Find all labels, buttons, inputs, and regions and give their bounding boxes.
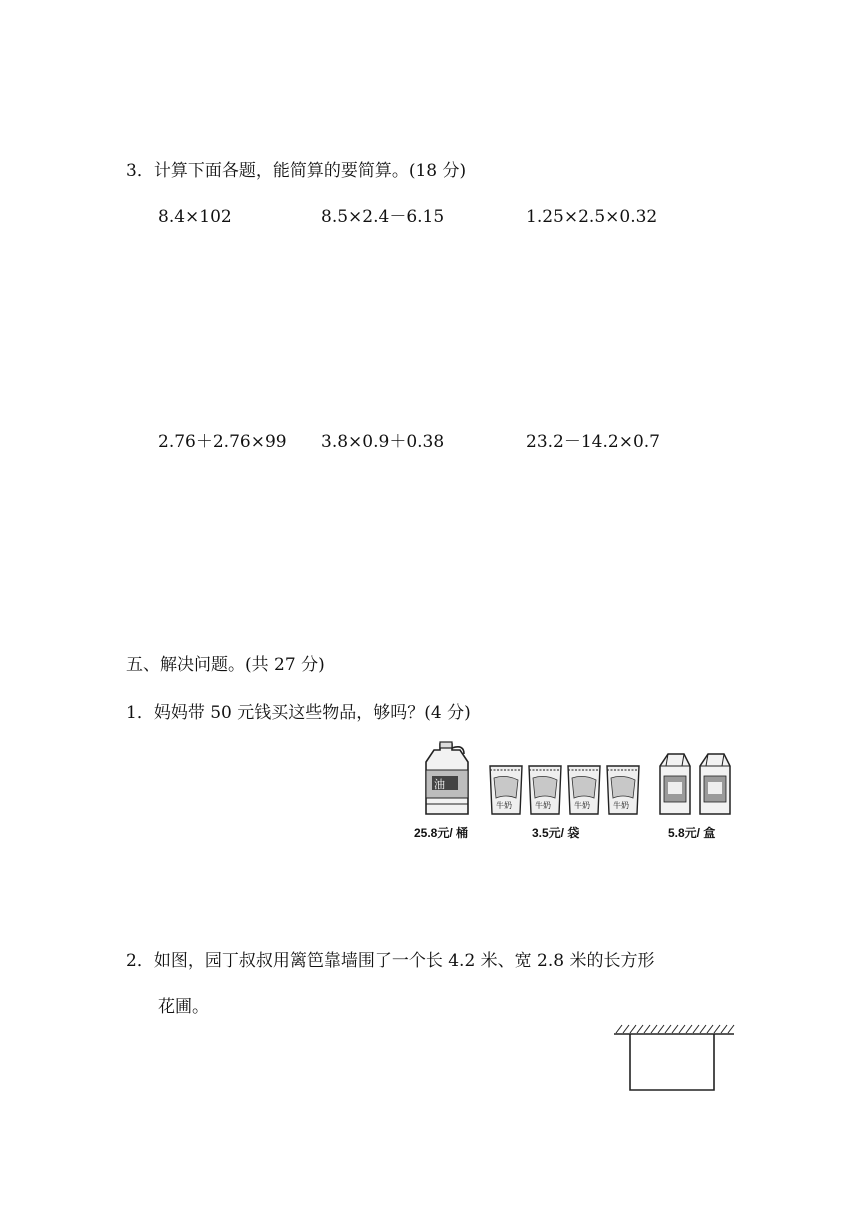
milk-bag-label: 牛奶 bbox=[613, 801, 629, 810]
milk-bag-label: 牛奶 bbox=[535, 801, 551, 810]
expression-2: 8.5×2.4－6.15 bbox=[321, 207, 445, 227]
milk-carton-icon bbox=[696, 750, 734, 816]
oil-jug-icon bbox=[416, 740, 476, 816]
problem-1-text: 1．妈妈带 50 元钱买这些物品，够吗？(4 分) bbox=[126, 703, 471, 723]
problem-2-text-line1: 2．如图，园丁叔叔用篱笆靠墙围了一个长 4.2 米、宽 2.8 米的长方形 bbox=[126, 951, 655, 971]
expression-1: 8.4×102 bbox=[158, 207, 232, 227]
garden-fence bbox=[630, 1034, 714, 1090]
products-illustration bbox=[410, 738, 740, 848]
milk-carton-icon bbox=[656, 750, 694, 816]
expression-4: 2.76＋2.76×99 bbox=[158, 432, 287, 452]
oil-label: 油 bbox=[434, 778, 445, 791]
milk-bag-label: 牛奶 bbox=[574, 801, 590, 810]
question-3-title: 3．计算下面各题，能简算的要简算。(18 分) bbox=[126, 161, 467, 181]
expression-6: 23.2－14.2×0.7 bbox=[526, 432, 660, 452]
milk-carton-price: 5.8元/ 盒 bbox=[668, 826, 716, 840]
expression-5: 3.8×0.9＋0.38 bbox=[321, 432, 445, 452]
section-5-title: 五、解决问题。(共 27 分) bbox=[126, 655, 325, 675]
milk-bag-label: 牛奶 bbox=[496, 801, 512, 810]
wall-hatching bbox=[614, 1025, 734, 1034]
problem-2-text-line2: 花圃。 bbox=[158, 997, 209, 1017]
milk-bag-price: 3.5元/ 袋 bbox=[532, 826, 580, 840]
garden-fence-diagram bbox=[612, 1022, 736, 1094]
oil-price: 25.8元/ 桶 bbox=[414, 826, 469, 840]
expression-3: 1.25×2.5×0.32 bbox=[526, 207, 658, 227]
